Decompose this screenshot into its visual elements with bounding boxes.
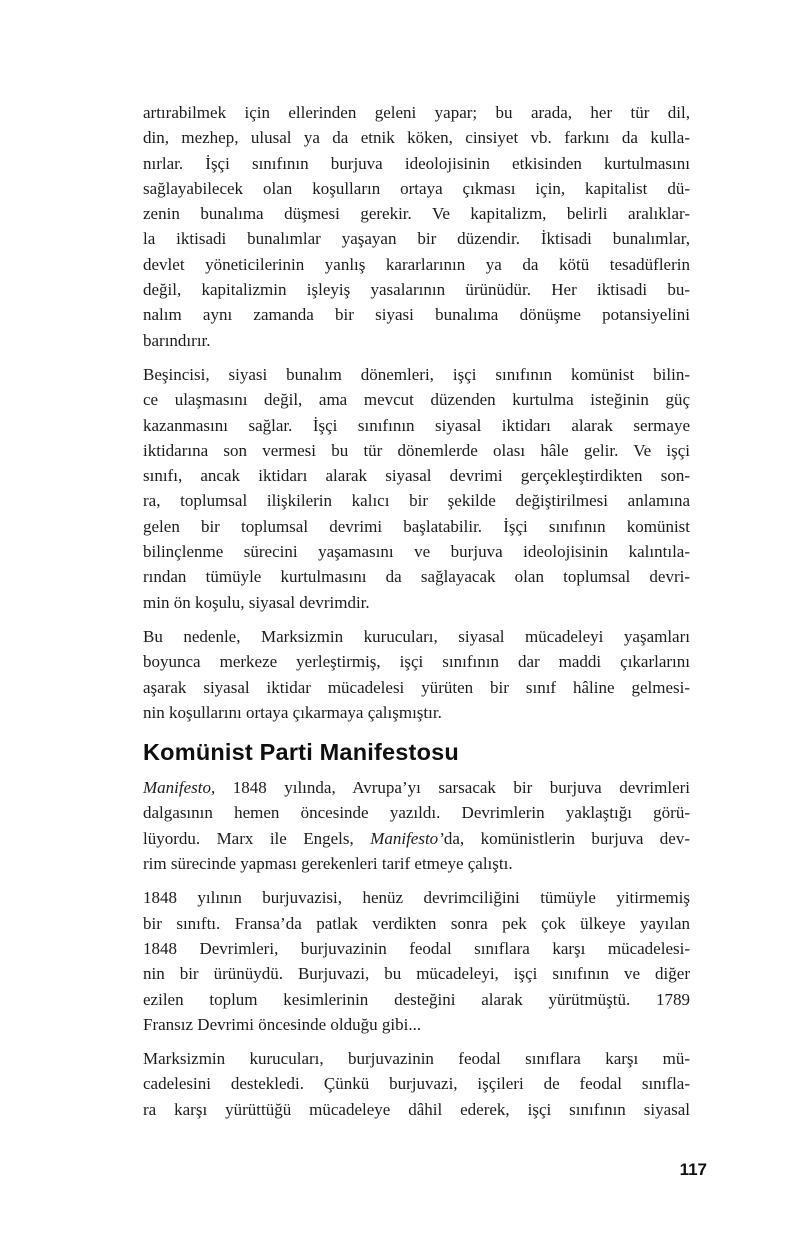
text-segment: Fransız Devrimi öncesinde olduğu gibi... [143, 1014, 422, 1034]
text-line [143, 1097, 690, 1122]
text-segment: nin koşullarını ortaya çıkarmaya çalışmıştır. [143, 702, 442, 722]
text-line [143, 226, 690, 251]
text-line [143, 800, 690, 825]
paragraph [143, 100, 690, 353]
text-line [143, 1012, 690, 1037]
text-line [143, 176, 690, 201]
text-line [143, 252, 690, 277]
text-segment: bir sınıftı. Fransa’da patlak verdikten sonra pek çok ülkeye yayılan [143, 913, 690, 933]
text-line [143, 328, 690, 353]
text-line [143, 201, 690, 226]
text-line [143, 936, 690, 961]
text-segment: sağlayabilecek olan koşulların ortaya çıkması için, kapitalist dü- [143, 178, 690, 198]
text-line [143, 488, 690, 513]
text-line [143, 700, 690, 725]
paragraphs-top [143, 100, 690, 725]
text-line [143, 590, 690, 615]
page-number: 117 [679, 1160, 707, 1179]
text-segment: din, mezhep, ulusal ya da etnik köken, cinsiyet vb. farkını da kulla- [143, 128, 690, 148]
text-segment: rından tümüyle kurtulmasını da sağlayacak olan toplumsal devri- [143, 567, 690, 587]
text-segment: , 1848 yılında, Avrupa’yı sarsacak bir burjuva devrimleri [211, 778, 690, 798]
text-segment: ezilen toplum kesimlerinin desteğini alarak yürütmüştü. 1789 [143, 989, 690, 1009]
text-segment: dalgasının hemen öncesinde yazıldı. Devrimlerin yaklaştığı görü- [143, 803, 690, 823]
text-segment: Marksizmin kurucuları, burjuvazinin feodal sınıflara karşı mü- [143, 1049, 690, 1069]
text-line [143, 302, 690, 327]
text-line [143, 564, 690, 589]
text-segment: boyunca merkeze yerleştirmiş, işçi sınıfının dar maddi çıkarlarını [143, 652, 690, 672]
text-segment: Bu nedenle, Marksizmin kurucuları, siyasal mücadeleyi yaşamları [143, 626, 690, 646]
text-line [143, 885, 690, 910]
text-segment: zenin bunalıma düşmesi gerekir. Ve kapitalizm, belirli aralıklar- [143, 204, 690, 224]
text-line [143, 911, 690, 936]
text-segment: artırabilmek için ellerinden geleni yapar; bu arada, her tür dil, [143, 103, 690, 122]
paragraph [143, 1046, 690, 1122]
text-segment: barındırır. [143, 330, 211, 350]
paragraph [143, 775, 690, 876]
text-segment: aşarak siyasal iktidar mücadelesi yürüten bir sınıf hâline gelmesi- [143, 677, 690, 697]
text-segment: sınıfı, ancak iktidarı alarak siyasal devrimi gerçekleştirdikten son- [143, 466, 690, 486]
text-segment: rim sürecinde yapması gerekenleri tarif etmeye çalıştı. [143, 854, 513, 874]
text-segment: bilinçlenme sürecini yaşamasını ve burjuva ideolojisinin kalıntıla- [143, 542, 690, 562]
paragraph [143, 885, 690, 1037]
text-line [143, 463, 690, 488]
text-segment: nalım aynı zamanda bir siyasi bunalıma dönüşme potansiyelini [143, 305, 690, 325]
text-segment: ce ulaşmasını değil, ama mevcut düzenden kurtulma isteğinin güç [143, 390, 690, 410]
text-segment: ra karşı yürüttüğü mücadeleye dâhil ederek, işçi sınıfının siyasal [143, 1099, 690, 1119]
text-line [143, 624, 690, 649]
text-line [143, 514, 690, 539]
text-segment: min ön koşulu, siyasal devrimdir. [143, 592, 370, 612]
text-line [143, 151, 690, 176]
paragraph [143, 362, 690, 615]
text-segment: iktidarına son vermesi bu tür dönemlerde olası hâle gelir. Ve işçi [143, 440, 690, 460]
text-segment: gelen bir toplumsal devrimi başlatabilir. İşçi sınıfının komünist [143, 516, 690, 536]
text-segment: değil, kapitalizmin işleyiş yasalarının ürünüdür. Her iktisadi bu- [143, 280, 690, 300]
text-segment: lüyordu. Marx ile Engels, [143, 828, 371, 848]
text-segment: Beşincisi, siyasi bunalım dönemleri, işçi sınıfının komünist bilin- [143, 364, 690, 384]
text-segment: devlet yöneticilerinin yanlış kararlarının ya da kötü tesadüflerin [143, 254, 690, 274]
text-line [143, 100, 690, 125]
text-line [143, 438, 690, 463]
text-segment: 1848 Devrimleri, burjuvazinin feodal sınıflara karşı mücadelesi- [143, 938, 690, 958]
text-segment: da, komünistlerin burjuva dev- [443, 828, 690, 848]
text-line [143, 961, 690, 986]
text-segment: ra, toplumsal ilişkilerin kalıcı bir şekilde değiştirilmesi anlamına [143, 491, 690, 511]
text-segment: cadelesini destekledi. Çünkü burjuvazi, işçileri de feodal sınıfla- [143, 1074, 690, 1094]
paragraph [143, 624, 690, 725]
text-segment: kazanmasını sağlar. İşçi sınıfının siyasal iktidarı alarak sermaye [143, 415, 690, 435]
text-line [143, 387, 690, 412]
italic-text: Manifesto [143, 778, 211, 798]
text-line [143, 649, 690, 674]
text-segment: 1848 yılının burjuvazisi, henüz devrimciliğini tümüyle yitirmemiş [143, 888, 690, 908]
text-column [143, 100, 690, 1131]
text-line [143, 125, 690, 150]
text-line [143, 851, 690, 876]
text-line [143, 675, 690, 700]
text-line [143, 539, 690, 564]
text-line [143, 987, 690, 1012]
section-heading: Komünist Parti Manifestosu [143, 739, 459, 766]
text-line [143, 277, 690, 302]
text-segment: nin bir ürünüydü. Burjuvazi, bu mücadeleyi, işçi sınıfının ve diğer [143, 964, 690, 984]
text-line [143, 826, 690, 851]
italic-text: Manifesto’ [370, 828, 444, 848]
text-segment: la iktisadi bunalımlar yaşayan bir düzendir. İktisadi bunalımlar, [143, 229, 690, 249]
paragraphs-bottom [143, 775, 690, 1122]
text-line [143, 1046, 690, 1071]
text-segment: nırlar. İşçi sınıfının burjuva ideolojisinin etkisinden kurtulmasını [143, 153, 690, 173]
text-line [143, 413, 690, 438]
text-line [143, 775, 690, 800]
text-line [143, 1071, 690, 1096]
text-line [143, 362, 690, 387]
